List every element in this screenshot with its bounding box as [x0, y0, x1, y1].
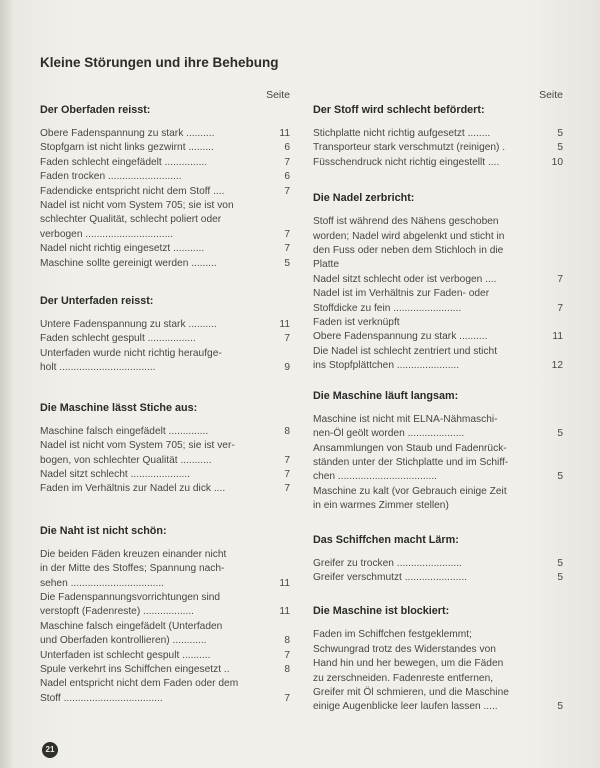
list-item [313, 413, 563, 427]
list-item [40, 127, 290, 141]
entry-text: Hand hin und her bewegen, um die Fäden [313, 658, 504, 670]
section-stiche [40, 400, 290, 497]
entry-page [272, 620, 290, 634]
list-item [40, 591, 290, 605]
entry-text: Greifer verschmutzt ...................... [313, 571, 467, 583]
list-item [313, 330, 563, 344]
entry-text: Platte [313, 259, 340, 271]
entry-page: 12 [551, 360, 563, 372]
list-item [313, 141, 563, 155]
list-item [40, 663, 290, 677]
entry-text: chen ................................... [313, 471, 437, 483]
list-item [313, 456, 563, 470]
list-item [313, 427, 563, 441]
entry-text: sehen ................................. [40, 577, 164, 589]
entry-text: Greifer mit Öl schmieren, und die Maschine [313, 686, 509, 698]
list-item [313, 316, 563, 330]
section-naht [40, 523, 290, 706]
entry-page [545, 244, 563, 258]
list-item [313, 302, 563, 316]
entry-text: Faden im Schiffchen festgeklemmt; [313, 629, 472, 641]
list-item [40, 677, 290, 691]
entry-page: 11 [279, 606, 290, 618]
entry-page: 5 [557, 142, 563, 154]
entry-page: 7 [557, 302, 563, 314]
page-number-badge: 21 [42, 742, 58, 758]
entry-page [545, 499, 563, 513]
entry-text: Füsschendruck nicht richtig eingestellt .... [313, 156, 500, 168]
entry-page: 6 [284, 142, 290, 154]
entry-page: 5 [557, 571, 563, 583]
entry-page: 8 [284, 425, 290, 437]
entry-text: zu zerschneiden. Fadenreste entfernen, [313, 672, 494, 684]
entry-page: 7 [284, 333, 290, 345]
entry-page: 6 [284, 171, 290, 183]
entry-text: ständen unter der Stichplatte und im Schiff- [313, 456, 509, 468]
entry-text: und Oberfaden kontrollieren) ............ [40, 635, 207, 647]
entry-page [545, 215, 563, 229]
section-unterfaden [40, 293, 290, 376]
list-item [313, 643, 563, 657]
entry-text: Obere Fadenspannung zu stark .......... [313, 331, 488, 343]
list-item [313, 156, 563, 170]
entry-text: Maschine sollte gereinigt werden ......... [40, 257, 217, 269]
entry-page [545, 643, 563, 657]
list-item [40, 425, 290, 439]
list-item [40, 185, 290, 199]
entry-page: 5 [557, 557, 563, 569]
entry-text: Untere Fadenspannung zu stark .......... [40, 319, 217, 331]
right-column [313, 88, 563, 715]
entry-text: Obere Fadenspannung zu stark .......... [40, 128, 215, 139]
entry-text: Nadel entspricht nicht dem Faden oder dem [40, 678, 239, 690]
entry-page [545, 657, 563, 671]
list-item [313, 287, 563, 301]
entry-page: 10 [551, 156, 563, 168]
entry-text: Transporteur stark verschmutzt (reinigen) . [313, 142, 506, 154]
entry-text: in ein warmes Zimmer stellen) [313, 500, 449, 512]
list-item [313, 345, 563, 359]
list-item [40, 439, 290, 453]
entry-page: 5 [557, 128, 563, 139]
entry-page: 7 [284, 454, 290, 466]
left-column [40, 88, 290, 706]
entry-page: 7 [284, 228, 290, 240]
seite-header-right: Seite [539, 89, 563, 101]
list-item [40, 605, 290, 619]
entry-text: Fadendicke entspricht nicht dem Stoff .... [40, 185, 225, 197]
entry-text: worden; Nadel wird abgelenkt und sticht in [313, 230, 505, 242]
section-title: Die Maschine läuft langsam: [313, 389, 459, 402]
entry-page: 7 [284, 468, 290, 480]
entry-page: 5 [557, 471, 563, 483]
list-item [313, 244, 563, 258]
entry-page: 7 [284, 692, 290, 704]
list-item [40, 199, 290, 213]
entry-page [545, 230, 563, 244]
entry-text: Maschine falsch eingefädelt (Unterfaden [40, 620, 223, 632]
entry-page [272, 591, 290, 605]
entry-text: Faden im Verhältnis zur Nadel zu dick .... [40, 483, 226, 495]
entry-page [545, 316, 563, 330]
list-item [313, 230, 563, 244]
entry-text: Nadel sitzt schlecht oder ist verbogen .... [313, 273, 497, 285]
entry-page [545, 686, 563, 700]
entry-text: bogen, von schlechter Qualität ........... [40, 454, 212, 466]
entry-text: Nadel ist nicht vom System 705; sie ist ver- [40, 440, 235, 452]
section-title: Der Stoff wird schlecht befördert: [313, 104, 485, 116]
entry-text: Nadel ist im Verhältnis zur Faden- oder [313, 288, 490, 300]
entry-page: 7 [284, 649, 290, 661]
entry-text: Die Nadel ist schlecht zentriert und sticht [313, 345, 498, 357]
entry-text: schlechter Qualität, schlecht poliert oder [40, 214, 222, 226]
entry-page: 11 [279, 128, 290, 139]
section-langsam [313, 388, 563, 514]
entry-text: Faden schlecht eingefädelt ............... [40, 156, 208, 168]
entry-page: 8 [284, 635, 290, 647]
entry-page [545, 287, 563, 301]
entry-text: Die beiden Fäden kreuzen einander nicht [40, 548, 227, 560]
section-title: Die Maschine ist blockiert: [313, 605, 450, 618]
list-item [40, 562, 290, 576]
list-item [313, 258, 563, 272]
entry-text: Schwungrad trotz des Widerstandes von [313, 643, 496, 655]
entry-page [545, 485, 563, 499]
list-item [313, 273, 563, 287]
section-title: Die Naht ist nicht schön: [40, 524, 167, 537]
entry-text: verbogen ............................... [40, 228, 174, 240]
list-item [40, 228, 290, 242]
list-item [40, 318, 290, 332]
entry-page [272, 562, 290, 576]
entry-page [545, 628, 563, 642]
entry-text: Nadel nicht richtig eingesetzt ........... [40, 243, 205, 255]
entry-page: 7 [284, 483, 290, 495]
list-item [313, 700, 563, 714]
entry-page [545, 456, 563, 470]
entry-text: Stichplatte nicht richtig aufgesetzt ........ [313, 128, 491, 139]
entry-page: 7 [557, 273, 563, 285]
entry-page [545, 345, 563, 359]
entry-text: Maschine ist nicht mit ELNA-Nähmaschi- [313, 413, 498, 425]
entry-page [545, 258, 563, 272]
entry-page [545, 672, 563, 686]
entry-page [272, 439, 290, 453]
entry-text: den Fuss oder neben dem Stichloch in die [313, 245, 504, 257]
section-title: Der Unterfaden reisst: [40, 295, 154, 308]
list-item [40, 257, 290, 271]
entry-page: 11 [279, 577, 290, 589]
entry-page: 9 [284, 362, 290, 374]
list-item [40, 156, 290, 170]
section-title: Die Maschine lässt Stiche aus: [40, 401, 198, 414]
entry-text: Stoff ................................... [40, 692, 163, 704]
list-item [40, 634, 290, 648]
list-item [313, 557, 563, 571]
entry-page [272, 347, 290, 361]
page-title: Kleine Störungen und ihre Behebung [40, 55, 279, 70]
entry-text: Greifer zu trocken ....................... [313, 557, 462, 569]
entry-text: einige Augenblicke leer laufen lassen ..... [313, 701, 498, 713]
list-item [313, 657, 563, 671]
entry-text: Unterfaden ist schlecht gespult .......... [40, 649, 211, 661]
list-item [313, 672, 563, 686]
entry-page: 11 [279, 319, 290, 331]
list-item [313, 628, 563, 642]
entry-page [545, 413, 563, 427]
list-item [40, 141, 290, 155]
list-item [313, 470, 563, 484]
entry-text: holt .................................. [40, 362, 156, 374]
list-item [40, 170, 290, 184]
entry-text: Nadel sitzt schlecht ..................... [40, 468, 191, 480]
entry-page [545, 442, 563, 456]
entry-page [272, 213, 290, 227]
entry-text: in der Mitte des Stoffes; Spannung nach- [40, 563, 225, 575]
entry-text: Spule verkehrt ins Schiffchen eingesetzt .. [40, 663, 230, 675]
list-item [40, 454, 290, 468]
seite-header-left: Seite [266, 89, 290, 101]
page-spine-shadow [0, 0, 14, 768]
entry-text: Faden ist verknüpft [313, 317, 400, 329]
list-item [313, 215, 563, 229]
entry-page [272, 199, 290, 213]
list-item [313, 442, 563, 456]
entry-page: 8 [284, 663, 290, 675]
section-title: Der Oberfaden reisst: [40, 104, 151, 116]
list-item [313, 485, 563, 499]
entry-text: Nadel ist nicht vom System 705; sie ist von [40, 200, 234, 212]
section-nadel [313, 190, 563, 373]
entry-page [272, 548, 290, 562]
entry-text: Faden schlecht gespult ................. [40, 333, 196, 345]
list-item [40, 620, 290, 634]
entry-text: ins Stopfplättchen ...................... [313, 360, 460, 372]
entry-page: 7 [284, 243, 290, 255]
section-oberfaden [40, 102, 290, 271]
section-title: Die Nadel zerbricht: [313, 192, 415, 205]
entry-text: verstopft (Fadenreste) .................. [40, 606, 194, 618]
entry-text: Stopfgarn ist nicht links gezwirnt ......... [40, 142, 214, 154]
entry-page: 11 [552, 331, 563, 343]
entry-page [272, 677, 290, 691]
list-item [40, 242, 290, 256]
list-item [40, 649, 290, 663]
section-title: Das Schiffchen macht Lärm: [313, 533, 459, 546]
entry-page: 7 [284, 185, 290, 197]
entry-page: 7 [284, 156, 290, 168]
entry-text: Unterfaden wurde nicht richtig heraufge- [40, 347, 222, 359]
entry-page: 5 [557, 701, 563, 713]
section-blockiert [313, 603, 563, 714]
list-item [313, 571, 563, 585]
entry-text: nen-Öl geölt worden .................... [313, 428, 465, 440]
list-item [40, 548, 290, 562]
entry-text: Stoff ist während des Nähens geschoben [313, 216, 499, 228]
list-item [313, 359, 563, 373]
entry-text: Die Fadenspannungsvorrichtungen sind [40, 591, 221, 603]
list-item [313, 686, 563, 700]
list-item [40, 347, 290, 361]
list-item [313, 499, 563, 513]
entry-text: Maschine falsch eingefädelt .............. [40, 425, 209, 437]
list-item [40, 482, 290, 496]
list-item [40, 468, 290, 482]
section-schiffchen [313, 532, 563, 586]
list-item [40, 332, 290, 346]
list-item [40, 361, 290, 375]
list-item [40, 577, 290, 591]
entry-text: Maschine zu kalt (vor Gebrauch einige Zeit [313, 485, 507, 497]
entry-text: Ansammlungen von Staub und Fadenrück- [313, 442, 507, 454]
section-stoff [313, 102, 563, 170]
entry-text: Faden trocken .......................... [40, 171, 182, 183]
entry-text: Stoffdicke zu fein ........................ [313, 302, 462, 314]
list-item [40, 213, 290, 227]
list-item [313, 127, 563, 141]
list-item [40, 692, 290, 706]
entry-page: 5 [557, 428, 563, 440]
entry-page: 5 [284, 257, 290, 269]
